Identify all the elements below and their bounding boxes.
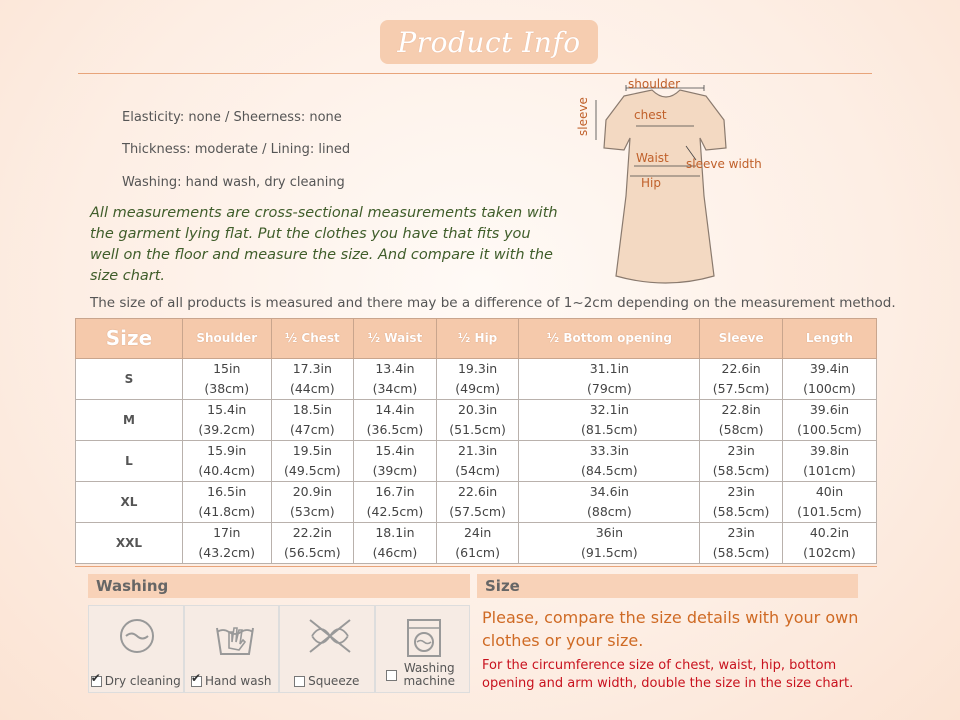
header-chest: ½ Chest (271, 319, 354, 359)
spec-thickness: Thickness: moderate / Lining: lined (122, 142, 351, 157)
dress-illustration (576, 76, 776, 291)
table-cell (519, 359, 700, 400)
table-cell (271, 441, 354, 482)
cell-cm: (44cm) (289, 381, 335, 396)
table-cell (183, 359, 272, 400)
table-cell (519, 441, 700, 482)
cell-cm: (79cm) (587, 381, 632, 396)
header-sleeve: Sleeve (700, 319, 783, 359)
table-cell (700, 400, 783, 441)
table-cell (700, 359, 783, 400)
page-title: Product Info (397, 25, 581, 59)
cell-cm: (42.5cm) (366, 504, 424, 519)
label-hand-wash: Hand wash (205, 674, 272, 688)
table-cell (436, 482, 519, 523)
cell-inches: 23in (727, 443, 755, 458)
table-row (76, 441, 877, 482)
table-cell (436, 400, 519, 441)
cell-inches: 39.4in (809, 361, 850, 376)
table-cell (436, 523, 519, 564)
label-shoulder: shoulder (628, 77, 681, 91)
size-label: XL (76, 482, 183, 523)
dry-cleaning-icon (117, 616, 157, 656)
header-waist: ½ Waist (354, 319, 437, 359)
header-hip: ½ Hip (436, 319, 519, 359)
cell-inches: 22.8in (721, 402, 761, 417)
cell-inches: 18.5in (292, 402, 332, 417)
wash-item-dry-cleaning (88, 605, 184, 693)
header-length: Length (782, 319, 876, 359)
label-hip: Hip (641, 176, 661, 190)
table-cell (183, 441, 272, 482)
cell-cm: (34cm) (372, 381, 418, 396)
checkbox-hand-wash (191, 676, 202, 687)
table-cell (271, 359, 354, 400)
table-header-row (76, 319, 877, 359)
table-cell (183, 523, 272, 564)
top-divider (78, 73, 872, 74)
cell-inches: 32.1in (589, 402, 629, 417)
cell-cm: (46cm) (372, 545, 418, 560)
table-cell (700, 482, 783, 523)
cell-cm: (38cm) (204, 381, 250, 396)
cell-cm: (100.5cm) (797, 422, 862, 437)
cell-inches: 24in (463, 525, 492, 540)
cell-inches: 39.8in (809, 443, 850, 458)
cell-inches: 17.3in (292, 361, 332, 376)
cell-inches: 33.3in (589, 443, 629, 458)
cell-cm: (53cm) (289, 504, 335, 519)
size-chart-table (75, 318, 877, 564)
dress-diagram (576, 76, 776, 291)
cell-cm: (58.5cm) (712, 545, 770, 560)
washing-heading: Washing (88, 574, 470, 598)
cell-inches: 15in (213, 361, 241, 376)
cell-cm: (58.5cm) (712, 504, 770, 519)
table-row (76, 523, 877, 564)
label-sleeve-width: sleeve width (686, 157, 762, 171)
cell-inches: 16.7in (375, 484, 415, 499)
cell-cm: (43.2cm) (198, 545, 256, 560)
size-label: XXL (76, 523, 183, 564)
cell-inches: 40in (815, 484, 844, 499)
title-banner (380, 20, 598, 64)
cell-cm: (49cm) (455, 381, 500, 396)
header-bottom-opening: ½ Bottom opening (519, 319, 700, 359)
label-dry-cleaning: Dry cleaning (104, 674, 181, 688)
circumference-note: For the circumference size of chest, waist, hip, bottom opening and arm width, double the size in the size chart. (482, 658, 854, 691)
spec-elasticity: Elasticity: none / Sheerness: none (122, 110, 342, 125)
cell-cm: (57.5cm) (712, 381, 770, 396)
cell-cm: (54cm) (455, 463, 500, 478)
cell-inches: 22.6in (721, 361, 761, 376)
cell-inches: 18.1in (375, 525, 415, 540)
cell-inches: 21.3in (457, 443, 498, 458)
cell-inches: 23in (727, 484, 755, 499)
size-label: S (76, 359, 183, 400)
table-cell (436, 359, 519, 400)
checkbox-washing-machine (386, 670, 397, 681)
table-cell (519, 523, 700, 564)
cell-cm: (100cm) (803, 381, 856, 396)
label-waist: Waist (636, 151, 669, 165)
wash-item-washing-machine (375, 605, 471, 693)
table-row (76, 359, 877, 400)
cell-inches: 23in (727, 525, 755, 540)
label-chest: chest (634, 108, 667, 122)
table-cell (519, 482, 700, 523)
cell-inches: 17in (213, 525, 241, 540)
measurement-disclaimer: The size of all products is measured and there may be a difference of 1~2cm depending on the measurement method. (90, 295, 896, 311)
table-cell (782, 441, 876, 482)
no-wring-icon (308, 616, 352, 656)
cell-inches: 31.1in (589, 361, 629, 376)
header-shoulder: Shoulder (183, 319, 272, 359)
label-sleeve: sleeve (576, 97, 590, 136)
cell-cm: (41.8cm) (198, 504, 256, 519)
checkbox-dry-cleaning (91, 676, 102, 687)
cell-cm: (49.5cm) (284, 463, 341, 478)
cell-cm: (81.5cm) (581, 422, 638, 437)
wash-item-hand-wash (184, 605, 280, 693)
table-cell (782, 482, 876, 523)
cell-inches: 40.2in (809, 525, 850, 540)
cell-cm: (36.5cm) (366, 422, 424, 437)
table-cell (354, 523, 437, 564)
wash-item-squeeze (279, 605, 375, 693)
cell-inches: 13.4in (375, 361, 415, 376)
size-instruction: Please, compare the size details with your own clothes or your size. (482, 608, 859, 650)
cell-inches: 20.9in (292, 484, 332, 499)
cell-inches: 19.5in (292, 443, 332, 458)
table-cell (354, 359, 437, 400)
cell-inches: 20.3in (457, 402, 498, 417)
cell-cm: (58cm) (718, 422, 764, 437)
hand-wash-icon (213, 616, 257, 660)
table-row (76, 400, 877, 441)
cell-inches: 16.5in (207, 484, 247, 499)
cell-cm: (40.4cm) (198, 463, 256, 478)
table-cell (271, 523, 354, 564)
table-row (76, 482, 877, 523)
cell-cm: (56.5cm) (284, 545, 341, 560)
cell-cm: (102cm) (803, 545, 856, 560)
cell-inches: 14.4in (375, 402, 415, 417)
label-squeeze: Squeeze (308, 674, 360, 688)
table-cell (782, 523, 876, 564)
cell-inches: 15.4in (207, 402, 247, 417)
cell-inches: 15.9in (207, 443, 247, 458)
table-cell (354, 400, 437, 441)
cell-inches: 19.3in (457, 361, 498, 376)
washing-icons (88, 605, 470, 693)
table-cell (183, 482, 272, 523)
header-size: Size (76, 319, 183, 359)
cell-cm: (101cm) (803, 463, 856, 478)
cell-cm: (39.2cm) (198, 422, 256, 437)
cell-cm: (39cm) (372, 463, 418, 478)
table-cell (183, 400, 272, 441)
cell-inches: 22.2in (292, 525, 332, 540)
table-cell (354, 482, 437, 523)
table-cell (271, 400, 354, 441)
cell-inches: 15.4in (375, 443, 415, 458)
table-cell (782, 400, 876, 441)
cell-cm: (58.5cm) (712, 463, 770, 478)
cell-inches: 22.6in (457, 484, 498, 499)
cell-cm: (61cm) (455, 545, 500, 560)
table-cell (519, 400, 700, 441)
size-label: M (76, 400, 183, 441)
washing-machine-icon (404, 616, 444, 660)
cell-cm: (57.5cm) (449, 504, 506, 519)
label-washing-machine: Washing machine (403, 661, 456, 688)
cell-cm: (84.5cm) (581, 463, 638, 478)
measurement-note: All measurements are cross-sectional measurements taken with the garment lying flat. Put the clothes you have that fits you well on the floor and measure the size. And compare it with the size chart. (90, 205, 558, 284)
table-cell (782, 359, 876, 400)
spec-washing: Washing: hand wash, dry cleaning (122, 175, 345, 190)
cell-cm: (91.5cm) (581, 545, 638, 560)
table-cell (700, 523, 783, 564)
cell-cm: (47cm) (289, 422, 335, 437)
cell-inches: 34.6in (589, 484, 629, 499)
table-cell (354, 441, 437, 482)
section-divider (75, 566, 877, 567)
table-cell (700, 441, 783, 482)
table-cell (271, 482, 354, 523)
checkbox-squeeze (294, 676, 305, 687)
cell-cm: (101.5cm) (797, 504, 862, 519)
cell-cm: (51.5cm) (449, 422, 506, 437)
table-cell (436, 441, 519, 482)
cell-inches: 36in (595, 525, 624, 540)
size-label: L (76, 441, 183, 482)
cell-inches: 39.6in (809, 402, 850, 417)
size-heading: Size (477, 574, 858, 598)
cell-cm: (88cm) (587, 504, 632, 519)
